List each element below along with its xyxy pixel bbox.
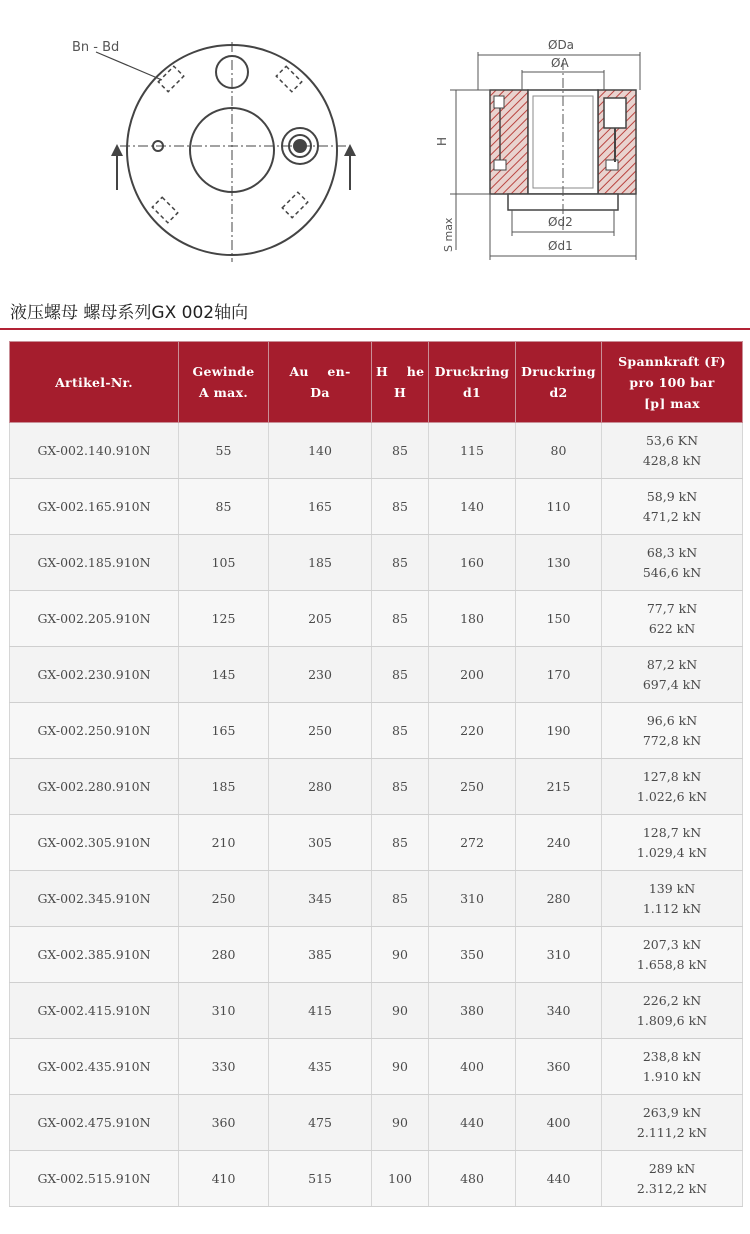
cell-h: 85	[372, 703, 429, 759]
cell-artikel: GX-002.250.910N	[10, 703, 179, 759]
cell-d2: 170	[516, 647, 602, 703]
cell-spannkraft: 263,9 kN 2.111,2 kN	[602, 1095, 743, 1151]
cell-da: 305	[269, 815, 372, 871]
cell-da: 385	[269, 927, 372, 983]
cell-gewinde: 165	[179, 703, 269, 759]
header-druckring-d2: Druckring d2	[516, 342, 602, 423]
cell-artikel: GX-002.205.910N	[10, 591, 179, 647]
cell-d1: 350	[429, 927, 516, 983]
cell-spannkraft: 289 kN 2.312,2 kN	[602, 1151, 743, 1207]
cell-spannkraft: 226,2 kN 1.809,6 kN	[602, 983, 743, 1039]
cell-da: 415	[269, 983, 372, 1039]
cell-d1: 310	[429, 871, 516, 927]
cell-d2: 190	[516, 703, 602, 759]
table-row	[10, 759, 743, 815]
cell-gewinde: 105	[179, 535, 269, 591]
table-row	[10, 423, 743, 479]
header-gewinde: Gewinde A max.	[179, 342, 269, 423]
cell-d1: 380	[429, 983, 516, 1039]
cell-d2: 310	[516, 927, 602, 983]
front-view	[96, 42, 356, 262]
cell-d2: 280	[516, 871, 602, 927]
cell-artikel: GX-002.230.910N	[10, 647, 179, 703]
cell-spannkraft: 58,9 kN 471,2 kN	[602, 479, 743, 535]
cell-h: 85	[372, 535, 429, 591]
cell-d1: 180	[429, 591, 516, 647]
dim-A: ØA	[551, 56, 569, 70]
table-row	[10, 1039, 743, 1095]
spec-table	[9, 341, 743, 1207]
page-title: 液压螺母 螺母系列GX 002轴向	[10, 303, 249, 323]
cell-da: 475	[269, 1095, 372, 1151]
cell-da: 345	[269, 871, 372, 927]
cell-gewinde: 145	[179, 647, 269, 703]
cell-h: 85	[372, 759, 429, 815]
dim-Smax: S max	[442, 217, 455, 252]
cell-artikel: GX-002.165.910N	[10, 479, 179, 535]
cell-gewinde: 125	[179, 591, 269, 647]
cell-h: 100	[372, 1151, 429, 1207]
cell-h: 85	[372, 423, 429, 479]
cell-d2: 240	[516, 815, 602, 871]
cell-gewinde: 250	[179, 871, 269, 927]
cell-d2: 150	[516, 591, 602, 647]
dim-H: H	[435, 136, 449, 146]
cell-spannkraft: 139 kN 1.112 kN	[602, 871, 743, 927]
table-row	[10, 815, 743, 871]
cell-artikel: GX-002.435.910N	[10, 1039, 179, 1095]
cell-d2: 400	[516, 1095, 602, 1151]
cell-d2: 440	[516, 1151, 602, 1207]
cell-h: 90	[372, 1039, 429, 1095]
cell-h: 90	[372, 983, 429, 1039]
table-row	[10, 703, 743, 759]
cell-spannkraft: 96,6 kN 772,8 kN	[602, 703, 743, 759]
cell-d1: 220	[429, 703, 516, 759]
table-row	[10, 1151, 743, 1207]
cell-d2: 110	[516, 479, 602, 535]
cell-d1: 480	[429, 1151, 516, 1207]
cell-da: 515	[269, 1151, 372, 1207]
cell-da: 280	[269, 759, 372, 815]
cell-d1: 140	[429, 479, 516, 535]
cell-artikel: GX-002.140.910N	[10, 423, 179, 479]
cell-gewinde: 210	[179, 815, 269, 871]
cell-gewinde: 55	[179, 423, 269, 479]
cell-d1: 440	[429, 1095, 516, 1151]
cell-spannkraft: 77,7 kN 622 kN	[602, 591, 743, 647]
cell-da: 250	[269, 703, 372, 759]
dim-d1: Ød1	[548, 239, 573, 253]
dim-d2: Ød2	[548, 215, 573, 229]
cell-h: 85	[372, 591, 429, 647]
dim-Da: ØDa	[548, 38, 575, 52]
cell-d2: 80	[516, 423, 602, 479]
cell-d1: 200	[429, 647, 516, 703]
cell-d2: 360	[516, 1039, 602, 1095]
cell-artikel: GX-002.345.910N	[10, 871, 179, 927]
cell-d1: 250	[429, 759, 516, 815]
table-row	[10, 535, 743, 591]
cell-gewinde: 280	[179, 927, 269, 983]
table-row	[10, 479, 743, 535]
header-artikel: Artikel-Nr.	[10, 342, 179, 423]
cell-d1: 160	[429, 535, 516, 591]
table-row	[10, 1095, 743, 1151]
cell-da: 185	[269, 535, 372, 591]
cell-d1: 115	[429, 423, 516, 479]
cell-h: 85	[372, 479, 429, 535]
cell-d2: 130	[516, 535, 602, 591]
technical-drawing	[0, 0, 750, 285]
cell-artikel: GX-002.515.910N	[10, 1151, 179, 1207]
cell-spannkraft: 87,2 kN 697,4 kN	[602, 647, 743, 703]
cell-artikel: GX-002.305.910N	[10, 815, 179, 871]
cell-d2: 215	[516, 759, 602, 815]
cell-artikel: GX-002.280.910N	[10, 759, 179, 815]
drawing-svg	[0, 0, 750, 285]
cell-gewinde: 310	[179, 983, 269, 1039]
section-view	[435, 38, 640, 260]
cell-gewinde: 185	[179, 759, 269, 815]
table-row	[10, 927, 743, 983]
cell-gewinde: 330	[179, 1039, 269, 1095]
cell-artikel: GX-002.475.910N	[10, 1095, 179, 1151]
cell-da: 205	[269, 591, 372, 647]
cell-h: 85	[372, 815, 429, 871]
title-divider	[0, 328, 750, 330]
cell-d1: 272	[429, 815, 516, 871]
cell-spannkraft: 238,8 kN 1.910 kN	[602, 1039, 743, 1095]
cell-da: 435	[269, 1039, 372, 1095]
cell-h: 90	[372, 927, 429, 983]
table-row	[10, 647, 743, 703]
cell-da: 140	[269, 423, 372, 479]
table-row	[10, 871, 743, 927]
table-row	[10, 983, 743, 1039]
cell-h: 85	[372, 647, 429, 703]
cell-spannkraft: 53,6 KN 428,8 kN	[602, 423, 743, 479]
header-aussen: Au en- Da	[269, 342, 372, 423]
cell-artikel: GX-002.415.910N	[10, 983, 179, 1039]
cell-gewinde: 410	[179, 1151, 269, 1207]
table-row	[10, 591, 743, 647]
cell-spannkraft: 68,3 kN 546,6 kN	[602, 535, 743, 591]
cell-da: 230	[269, 647, 372, 703]
cell-spannkraft: 128,7 kN 1.029,4 kN	[602, 815, 743, 871]
cell-h: 85	[372, 871, 429, 927]
cell-gewinde: 360	[179, 1095, 269, 1151]
cell-d1: 400	[429, 1039, 516, 1095]
header-druckring-d1: Druckring d1	[429, 342, 516, 423]
cell-artikel: GX-002.385.910N	[10, 927, 179, 983]
cell-gewinde: 85	[179, 479, 269, 535]
cell-artikel: GX-002.185.910N	[10, 535, 179, 591]
cell-spannkraft: 207,3 kN 1.658,8 kN	[602, 927, 743, 983]
cell-da: 165	[269, 479, 372, 535]
cell-d2: 340	[516, 983, 602, 1039]
cell-h: 90	[372, 1095, 429, 1151]
cell-spannkraft: 127,8 kN 1.022,6 kN	[602, 759, 743, 815]
front-label: Bn - Bd	[72, 40, 120, 55]
header-hoehe: H he H	[372, 342, 429, 423]
table-header-row	[10, 342, 743, 423]
header-spannkraft: Spannkraft (F) pro 100 bar [p] max	[602, 342, 743, 423]
